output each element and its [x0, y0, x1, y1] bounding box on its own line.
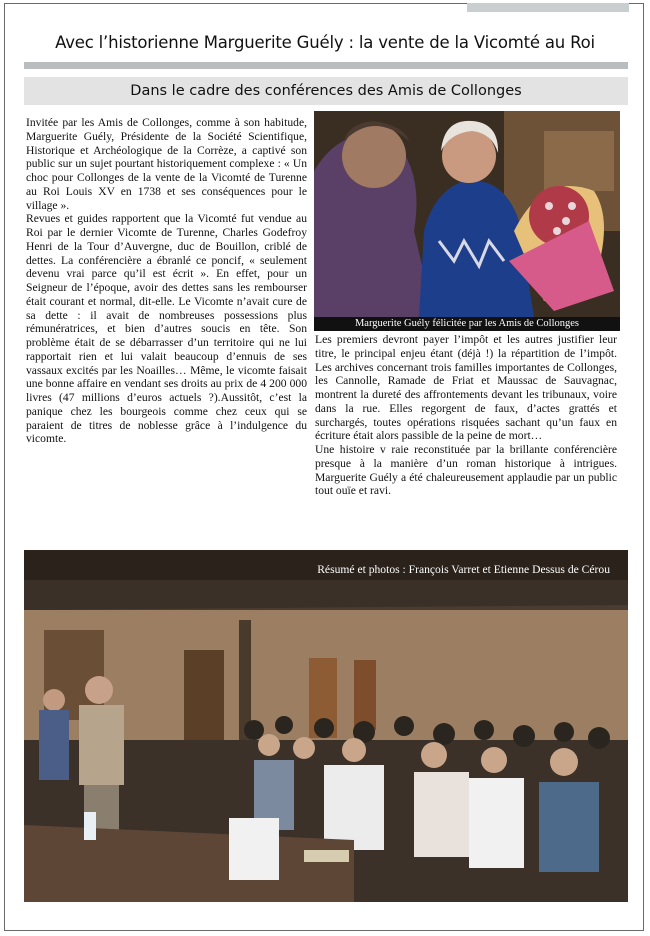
portrait-photo-caption: Marguerite Guély félicitée par les Amis de Collonges — [314, 317, 620, 331]
audience-photo — [24, 550, 628, 902]
article-right-column — [315, 333, 617, 498]
left-paragraph-2: Revues et guides rapportent que la Vicomté fut vendue au Roi par le dernier Vicomte de Turenne, Charles Godefroy Henri de la Tour d’Auvergne, duc de Bouillon, criblé de dettes. La conférencière a ébranlé ce poncif, « seulement devenu vrai parce qu’il est écrit ». En effet, pour un Seigneur de l’époque, avoir des dettes sans les rembourser était courant et normal, dit-elle. Le Vicomte n’avait cure de sa dette : il avait de nombreuses possessions plus rémunératrices, et bien d’autres soucis en tête. Son problème était de se débarrasser d’un territoire qui ne lui rapportait rien et lui valait beaucoup d’ennuis de ses vassaux excités par les Noailles… Même, le vicomte faisait une bonne affaire en vendant ses droits au prix de 4 200 000 livres (47 millions d’euros actuels ?).Aussitôt, c’est la panique chez les bourgeois comme chez ceux qui se paraient de titres de noblesse grâce à l’indulgence du vicomte. — [26, 212, 307, 446]
portrait-photo — [314, 111, 620, 317]
article-left-column — [26, 116, 307, 446]
audience-photo-credit: Résumé et photos : François Varret et Etienne Dessus de Cérou — [317, 563, 610, 576]
portrait-photo-illustration — [314, 111, 620, 317]
article-headline: Avec l’historienne Marguerite Guély : la vente de la Vicomté au Roi — [55, 33, 595, 52]
article-subtitle: Dans le cadre des conférences des Amis de Collonges — [24, 77, 628, 105]
headline-rule — [24, 62, 628, 69]
right-paragraph-2: Une histoire v raie reconstituée par la brillante conférencière presque à la manière d’un roman historique à intrigues. Marguerite Guély a été chaleureusement applaudie par un public tout ouïe et ravi. — [315, 443, 617, 498]
audience-photo-illustration — [24, 550, 628, 902]
top-decor-strip — [467, 3, 629, 12]
right-paragraph-1: Les premiers devront payer l’impôt et les autres justifier leur titre, le principal enjeu étant (déjà !) la répartition de l’impôt. Les archives concernant trois familles importantes de Collonges, les Cannolle, Ramade de Friat et Maussac de Sauvagnac, montrent la dureté des affrontements devant les tribunaux, voire dans la rue. Elles regorgent de faux, d’actes grattés et surchargés, toutes opérations risquées sachant qu’un faux en écriture était alors passible de la peine de mort… — [315, 333, 617, 443]
left-paragraph-1: Invitée par les Amis de Collonges, comme à son habitude, Marguerite Guély, Présidente de la Société Scientifique, Historique et Archéologique de la Corrèze, a captivé son public sur un sujet pourtant historiquement complexe : « Un choc pour Collonges de la vente de la Vicomté de Turenne au Roi Louis XV en 1738 et ses conséquences pour le village ». — [26, 116, 307, 212]
